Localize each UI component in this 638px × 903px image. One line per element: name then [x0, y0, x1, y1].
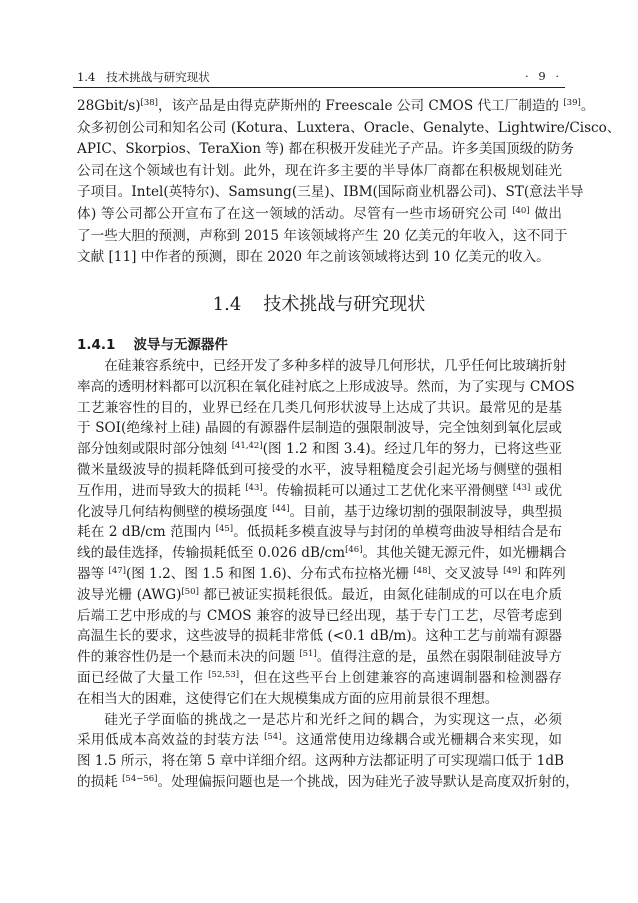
- text-line: 耗在 2 dB/cm 范围内 [45]。低损耗多模直波导与封闭的单模弯曲波导相结合是布: [77, 524, 562, 541]
- citation-superscript[interactable]: [43]: [245, 482, 263, 493]
- text-line: 化波导几何结构侧壁的模场强度 [44]。目前，基于边缘切割的强限制波导，典型损: [77, 503, 562, 520]
- citation-superscript[interactable]: [39]: [563, 98, 581, 108]
- text-line: 在硅兼容系统中，已经开发了多种多样的波导几何形状，几乎任何比玻璃折射: [104, 358, 567, 374]
- text-line: 众多初创公司和知名公司 (Kotura、Luxtera、Oracle、Genalyte、Lightwire/Cisco、: [77, 119, 621, 136]
- citation-superscript[interactable]: [54]: [264, 732, 282, 743]
- citation-superscript[interactable]: [52,53]: [208, 669, 240, 680]
- citation-superscript[interactable]: [48]: [413, 565, 431, 576]
- text-line: 了一些大胆的预测，声称到 2015 年该领域将产生 20 亿美元的年收入，这不同于: [77, 227, 568, 244]
- subsection-heading: [77, 333, 228, 353]
- text-line: 互作用，进而导致大的损耗 [43]。传输损耗可以通过工艺优化来平滑侧壁 [43] 或优: [77, 482, 562, 499]
- citation-superscript[interactable]: [38]: [140, 98, 158, 108]
- text-line: 微米量级波导的损耗降低到可接受的水平，波导粗糙度会引起光场与侧壁的强相: [77, 461, 562, 478]
- section-number: 1.4: [212, 294, 242, 315]
- header-section-number: 1.4: [77, 70, 96, 84]
- citation-superscript[interactable]: [46]: [345, 545, 363, 556]
- citation-superscript[interactable]: [51]: [299, 649, 317, 660]
- text-line: 件的兼容性仍是一个悬而未决的问题 [51]。值得注意的是，虽然在弱限制硅波导方: [77, 649, 562, 666]
- text-line: 28Gbit/s)[38]，该产品是由得克萨斯州的 Freescale 公司 CMOS 代工厂制造的 [39]。: [77, 98, 595, 114]
- text-line: 面已经做了大量工作 [52,53]，但在这些平台上创建兼容的高速调制器和检测器存: [77, 669, 562, 686]
- citation-superscript[interactable]: [45]: [215, 524, 234, 535]
- text-line: 的损耗 [54−56]。处理偏振问题也是一个挑战，因为硅光子波导默认是高度双折射的，: [77, 773, 579, 790]
- citation-superscript[interactable]: [54−56]: [122, 773, 158, 784]
- text-line: 文献 [11] 中作者的预测，即在 2020 年之前该领域将达到 10 亿美元的收入。: [77, 249, 550, 266]
- text-line: APIC、Skorpios、TeraXion 等) 都在积极开发硅光子产品。许多美国顶级的防务: [77, 141, 574, 158]
- section-heading: [0, 290, 638, 316]
- text-line: 器等 [47](图 1.2、图 1.5 和图 1.6)、分布式布拉格光栅 [48]、交叉波导 [49] 和阵列: [77, 565, 566, 582]
- text-line: 线的最佳选择，传输损耗低至 0.026 dB/cm[46]。其他关键无源元件，如光栅耦合: [77, 545, 567, 562]
- text-line: 体) 等公司都公开宣布了在这一领域的活动。尽管有一些市场研究公司 [40] 做出: [77, 205, 562, 222]
- page-number: · 9 ·: [525, 69, 562, 83]
- section-title: 技术挑战与研究现状: [263, 294, 426, 315]
- citation-superscript[interactable]: [43]: [512, 482, 531, 493]
- header-section-title: 技术挑战与研究现状: [106, 70, 210, 84]
- text-line: 后端工艺中形成的与 CMOS 兼容的波导已经出现，基于专门工艺，尽管考虑到: [77, 607, 562, 624]
- citation-superscript[interactable]: [44]: [272, 503, 290, 514]
- citation-superscript[interactable]: [41,42]: [231, 441, 263, 452]
- citation-superscript[interactable]: [40]: [512, 205, 530, 216]
- text-line: 采用低成本高效益的封装方法 [54]。这通常使用边缘耦合或光栅耦合来实现，如: [77, 732, 562, 749]
- running-header-title: [77, 69, 210, 85]
- subsection-number: 1.4.1: [77, 337, 116, 353]
- paragraph-intro: [77, 96, 621, 269]
- subsection-title: 波导与无源器件: [133, 337, 228, 353]
- text-line: 公司在这个领域也有计划。此外，现在许多主要的半导体厂商都在积极规划硅光: [77, 162, 562, 179]
- text-line: 子项目。Intel(英特尔)、Samsung(三星)、IBM(国际商业机器公司)、ST(意法半导: [77, 184, 584, 201]
- text-line: 波导光栅 (AWG)[50] 都已被证实损耗很低。最近，由氮化硅制成的可以在电介质: [77, 586, 562, 603]
- text-line: 高温生长的要求，这些波导的损耗非常低 (<0.1 dB/m)。这种工艺与前端有源器: [77, 628, 562, 645]
- running-header: [77, 69, 562, 85]
- text-line: 硅光子学面临的挑战之一是芯片和光纤之间的耦合，为实现这一点，必须: [104, 711, 562, 728]
- text-line: 在相当大的困难，这使得它们在大规模集成方面的应用前景很不理想。: [77, 690, 499, 707]
- header-rule: [73, 87, 565, 88]
- paragraph-waveguides: [77, 356, 579, 793]
- citation-superscript[interactable]: [49]: [503, 565, 521, 576]
- citation-superscript[interactable]: [50]: [181, 586, 199, 597]
- text-line: 工艺兼容性的目的，业界已经在几类几何形状波导上达成了共识。最常见的是基: [77, 399, 562, 416]
- citation-superscript[interactable]: [47]: [108, 565, 126, 576]
- text-line: 于 SOI(绝缘衬上硅) 晶圆的有源器件层制造的强限制波导，完全蚀刻到氧化层或: [77, 420, 562, 437]
- text-line: 率高的透明材料都可以沉积在氧化硅衬底之上形成波导。然而，为了实现与 CMOS: [77, 378, 575, 395]
- text-line: 图 1.5 所示，将在第 5 章中详细介绍。这两种方法都证明了可实现端口低于 1dB: [77, 753, 565, 770]
- text-line: 部分蚀刻或限时部分蚀刻 [41,42](图 1.2 和图 3.4)。经过几年的努力，已将这些亚: [77, 441, 562, 458]
